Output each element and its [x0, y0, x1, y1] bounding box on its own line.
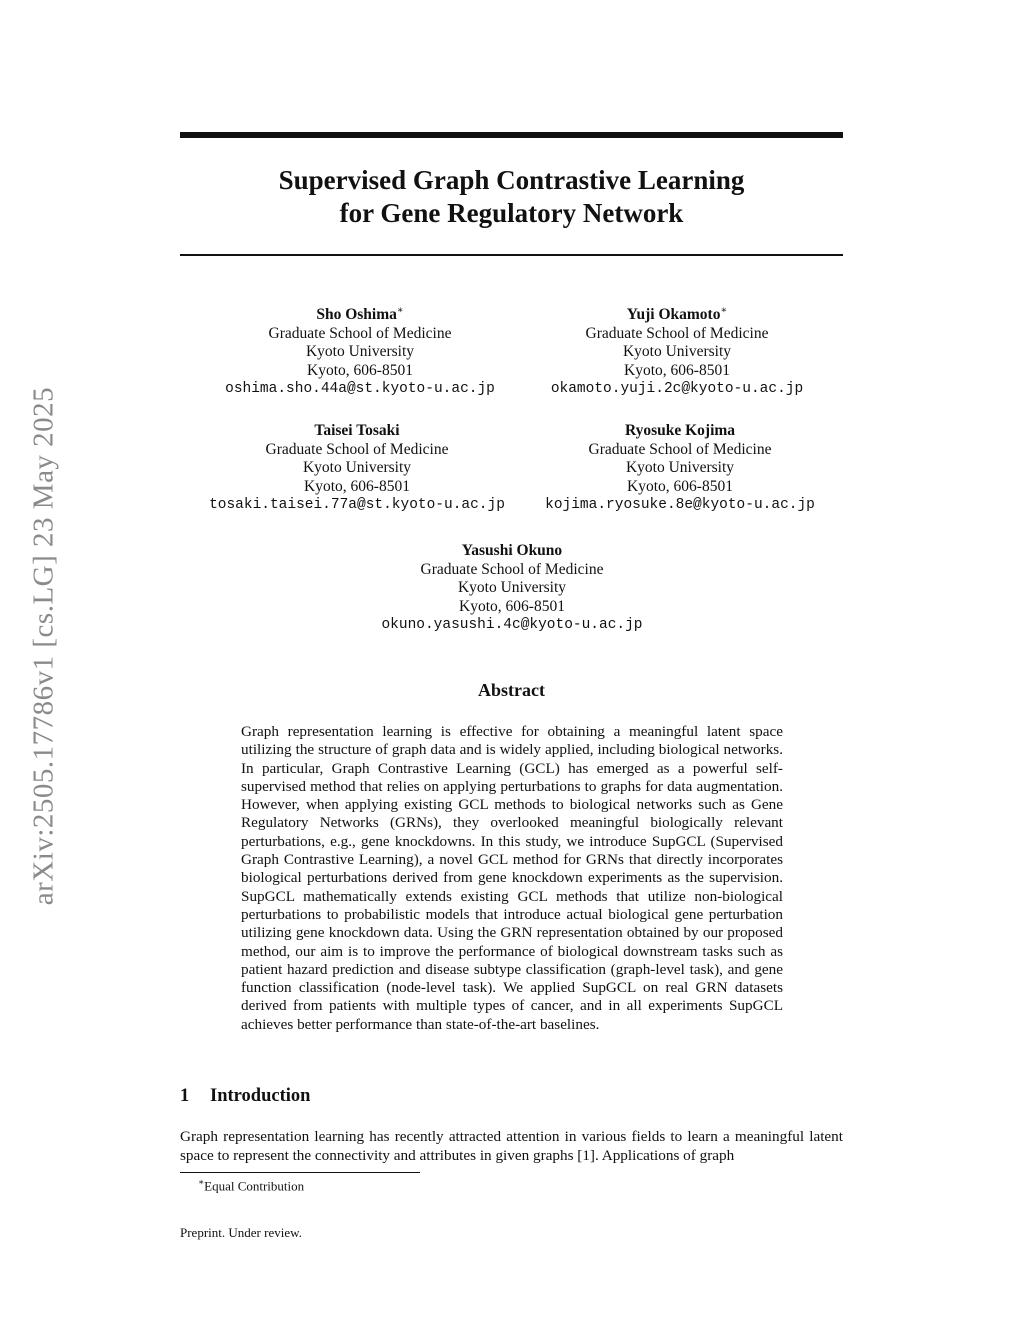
author-affiliation: Graduate School of Medicine — [420, 560, 604, 578]
author-university: Kyoto University — [305, 343, 415, 361]
author-university: Kyoto University — [622, 343, 732, 361]
author-email: okuno.yasushi.4c@kyoto-u.ac.jp — [381, 617, 643, 633]
author-email: tosaki.taisei.77a@st.kyoto-u.ac.jp — [209, 497, 505, 513]
author-university: Kyoto University — [457, 579, 567, 596]
equal-contribution-mark: ∗ — [720, 305, 728, 316]
section-title: Introduction — [210, 1086, 311, 1106]
author-email: kojima.ryosuke.8e@kyoto-u.ac.jp — [545, 497, 815, 513]
author-university: Kyoto University — [302, 459, 412, 476]
author-email: okamoto.yuji.2c@kyoto-u.ac.jp — [550, 381, 804, 398]
author-name: Yasushi Okuno — [461, 542, 563, 559]
preprint-note: Preprint. Under review. — [180, 1225, 302, 1240]
footnote — [198, 1177, 304, 1194]
title-top-rule — [180, 132, 843, 138]
author-address: Kyoto, 606-8501 — [627, 477, 733, 495]
author-name: Taisei Tosaki — [314, 422, 400, 439]
paper-title — [180, 164, 843, 230]
author-email: oshima.sho.44a@st.kyoto-u.ac.jp — [225, 381, 495, 398]
author-address: Kyoto, 606-8501 — [459, 597, 565, 615]
footnote-text: Equal Contribution — [204, 1178, 305, 1194]
author-university: Kyoto University — [625, 459, 735, 476]
section-heading-introduction — [180, 1086, 310, 1107]
footnote-rule — [180, 1172, 420, 1173]
author-address: Kyoto, 606-8501 — [304, 477, 410, 495]
author-affiliation: Graduate School of Medicine — [268, 324, 452, 342]
author-block-2 — [517, 302, 837, 399]
arxiv-identifier-stamp: arXiv:2505.17786v1 [cs.LG] 23 May 2025 — [27, 386, 60, 906]
author-block-5 — [352, 542, 672, 635]
abstract-text: Graph representation learning is effective for obtaining a meaningful latent space utilizing the structure of graph data and is widely applied, including biological networks. In particular, Graph Contrastive Learning (GCL) has emerged as a powerful self-supervised method that relies on applying perturbations to graphs for data augmentation. However, when applying existing GCL methods to biological networks such as Gene Regulatory Networks (GRNs), they overlooked meaningful biologically relevant perturbations, e.g., gene knockdowns. In this study, we introduce SupGCL (Supervised Graph Contrastive Learning), a novel GCL method for GRNs that directly incorporates biological perturbations derived from gene knockdown experiments as the supervision. SupGCL mathematically extends existing GCL methods that utilize non-biological perturbations to probabilistic models that introduce actual biological gene perturbation utilizing gene knockdown data. Using the GRN representation obtained by our proposed method, our aim is to improve the performance of biological downstream tasks such as patient hazard prediction and disease subtype classification (graph-level task), and gene function classification (node-level task). We applied SupGCL on real GRN datasets derived from patients with multiple types of cancer, and in all experiments SupGCL achieves better performance than state-of-the-art baselines. — [241, 723, 783, 1033]
footnote-mark: ∗ — [198, 1177, 205, 1187]
equal-contribution-mark: ∗ — [396, 305, 404, 316]
title-bottom-rule — [180, 254, 843, 256]
author-affiliation: Graduate School of Medicine — [265, 440, 449, 458]
author-name: Sho Oshima∗ — [316, 305, 404, 324]
author-address: Kyoto, 606-8501 — [624, 361, 730, 379]
author-affiliation: Graduate School of Medicine — [588, 440, 772, 458]
paper-title-line-1: Supervised Graph Contrastive Learning — [278, 165, 745, 195]
author-affiliation: Graduate School of Medicine — [585, 324, 769, 342]
author-block-4 — [520, 422, 840, 515]
author-name: Yuji Okamoto∗ — [626, 305, 728, 324]
author-address: Kyoto, 606-8501 — [307, 361, 413, 379]
paper-title-line-2: for Gene Regulatory Network — [339, 198, 684, 228]
author-name: Ryosuke Kojima — [624, 422, 736, 439]
introduction-text: Graph representation learning has recently attracted attention in various fields to learn a meaningful latent space to represent the connectivity and attributes in given graphs [1]. Applications of graph — [180, 1128, 843, 1164]
section-number: 1 — [180, 1086, 190, 1106]
author-block-3 — [197, 422, 517, 515]
abstract-heading: Abstract — [478, 680, 545, 700]
author-block-1 — [200, 302, 520, 399]
